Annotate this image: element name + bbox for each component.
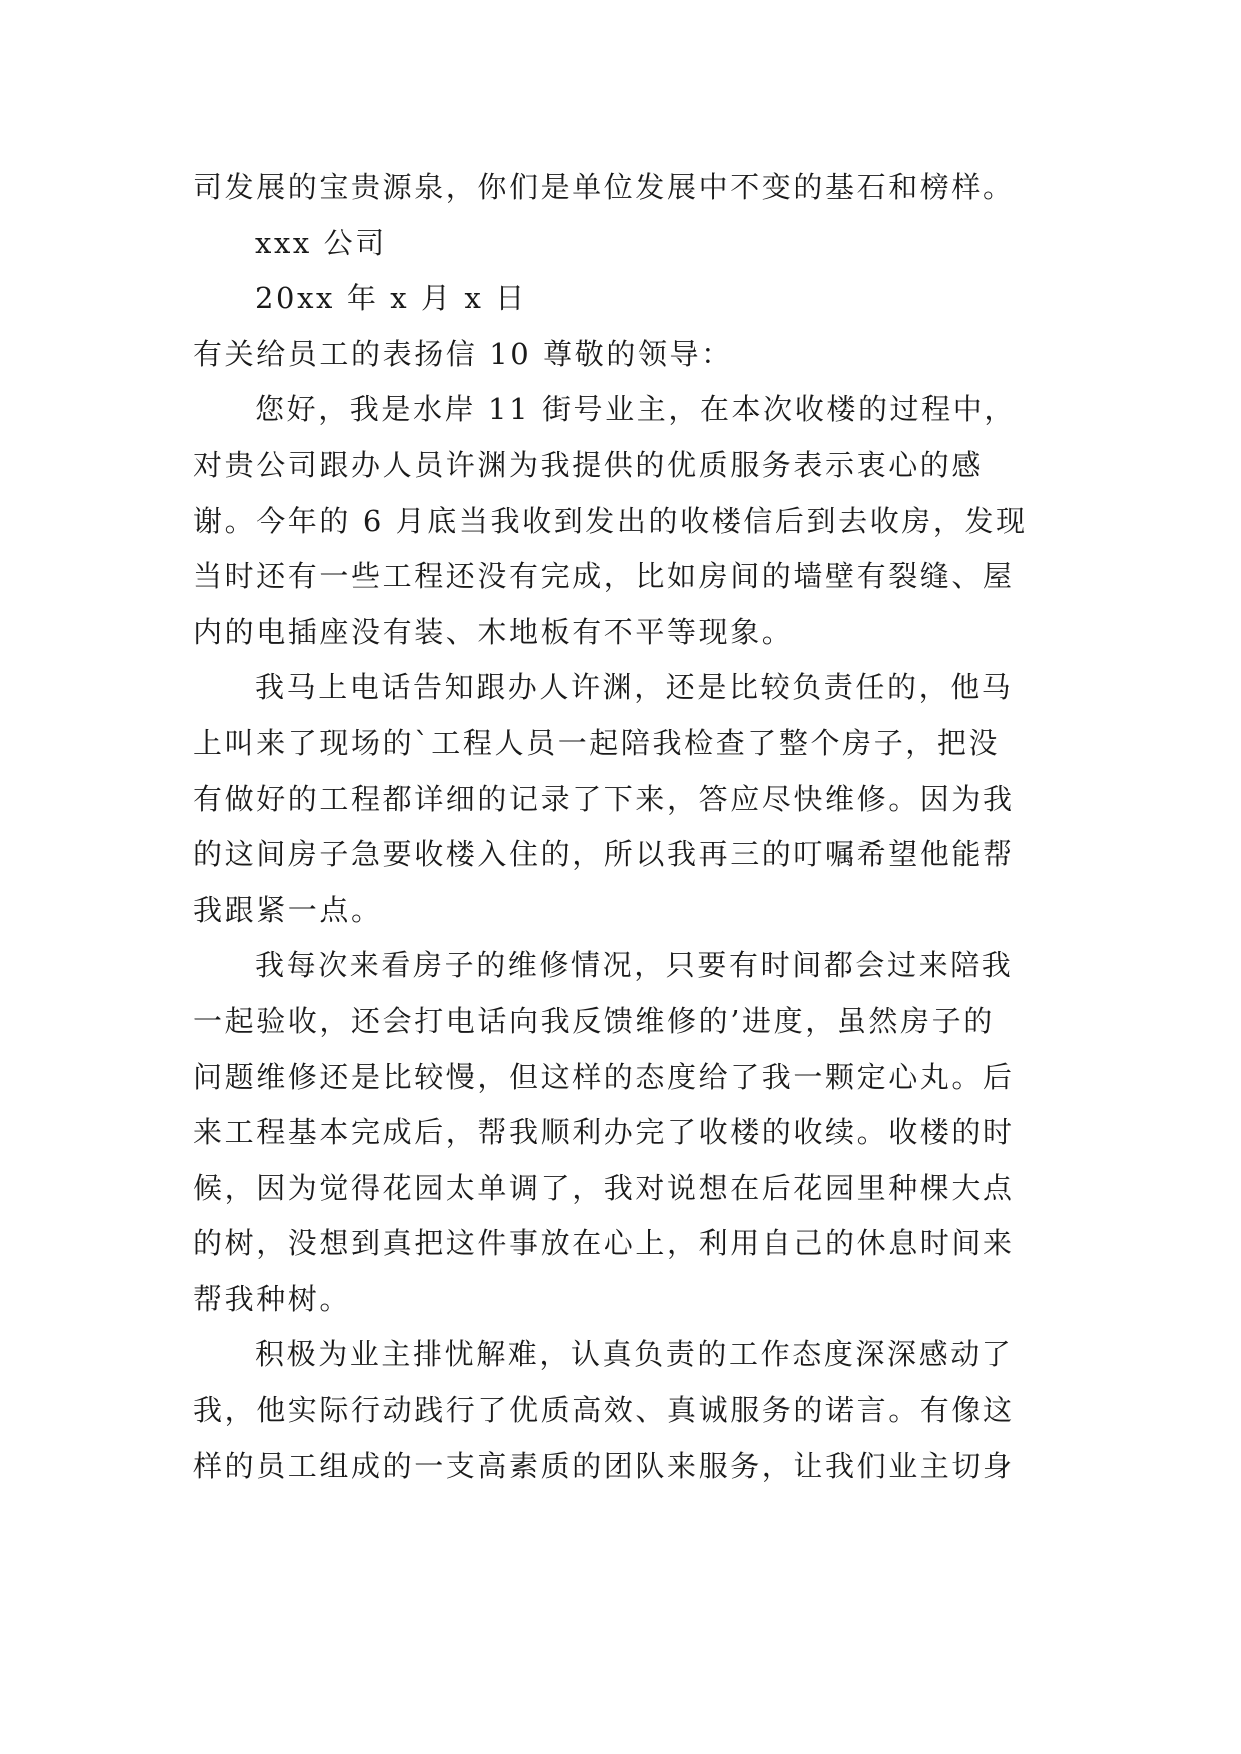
text-line: 来工程基本完成后，帮我顺利办完了收楼的收续。收楼的时 (193, 1115, 1015, 1150)
text-line: 我跟紧一点。 (193, 892, 383, 927)
text-line: 的树，没想到真把这件事放在心上，利用自己的休息时间来 (193, 1226, 1015, 1261)
text-line: 上叫来了现场的`工程人员一起陪我检查了整个房子，把没 (193, 725, 1001, 760)
text-line: 对贵公司跟办人员许渊为我提供的优质服务表示衷心的感 (193, 447, 984, 482)
text-line: 的这间房子急要收楼入住的，所以我再三的叮嘱希望他能帮 (193, 837, 1015, 872)
text-line: 有关给员工的表扬信 10 尊敬的领导： (193, 336, 733, 371)
text-line: 20xx 年 x 月 x 日 (255, 281, 527, 316)
text-line: 样的员工组成的一支高素质的团队来服务，让我们业主切身 (193, 1448, 1015, 1483)
text-line: 我每次来看房子的维修情况，只要有时间都会过来陪我 (255, 948, 1014, 983)
text-line: 我马上电话告知跟办人许渊，还是比较负责任的，他马 (255, 670, 1014, 705)
text-line: 有做好的工程都详细的记录了下来，答应尽快维修。因为我 (193, 781, 1015, 816)
text-line: 您好，我是水岸 11 街号业主，在本次收楼的过程中， (255, 392, 1016, 427)
text-line: xxx 公司 (255, 225, 387, 260)
text-line: 内的电插座没有装、木地板有不平等现象。 (193, 614, 794, 649)
text-line: 司发展的宝贵源泉，你们是单位发展中不变的基石和榜样。 (193, 170, 1015, 204)
text-line: 一起验收，还会打电话向我反馈维修的’进度，虽然房子的 (193, 1003, 995, 1038)
text-line: 我，他实际行动践行了优质高效、真诚服务的诺言。有像这 (193, 1393, 1015, 1428)
document-body (193, 160, 1063, 1494)
text-line: 帮我种树。 (193, 1281, 352, 1316)
text-line: 当时还有一些工程还没有完成，比如房间的墙壁有裂缝、屋 (193, 559, 1015, 594)
text-line: 谢。今年的 6 月底当我收到发出的收楼信后到去收房，发现 (193, 503, 1028, 538)
text-line: 候，因为觉得花园太单调了，我对说想在后花园里种棵大点 (193, 1170, 1015, 1205)
text-line: 问题维修还是比较慢，但这样的态度给了我一颗定心丸。后 (193, 1059, 1015, 1094)
text-line: 积极为业主排忧解难，认真负责的工作态度深深感动了 (255, 1337, 1014, 1372)
